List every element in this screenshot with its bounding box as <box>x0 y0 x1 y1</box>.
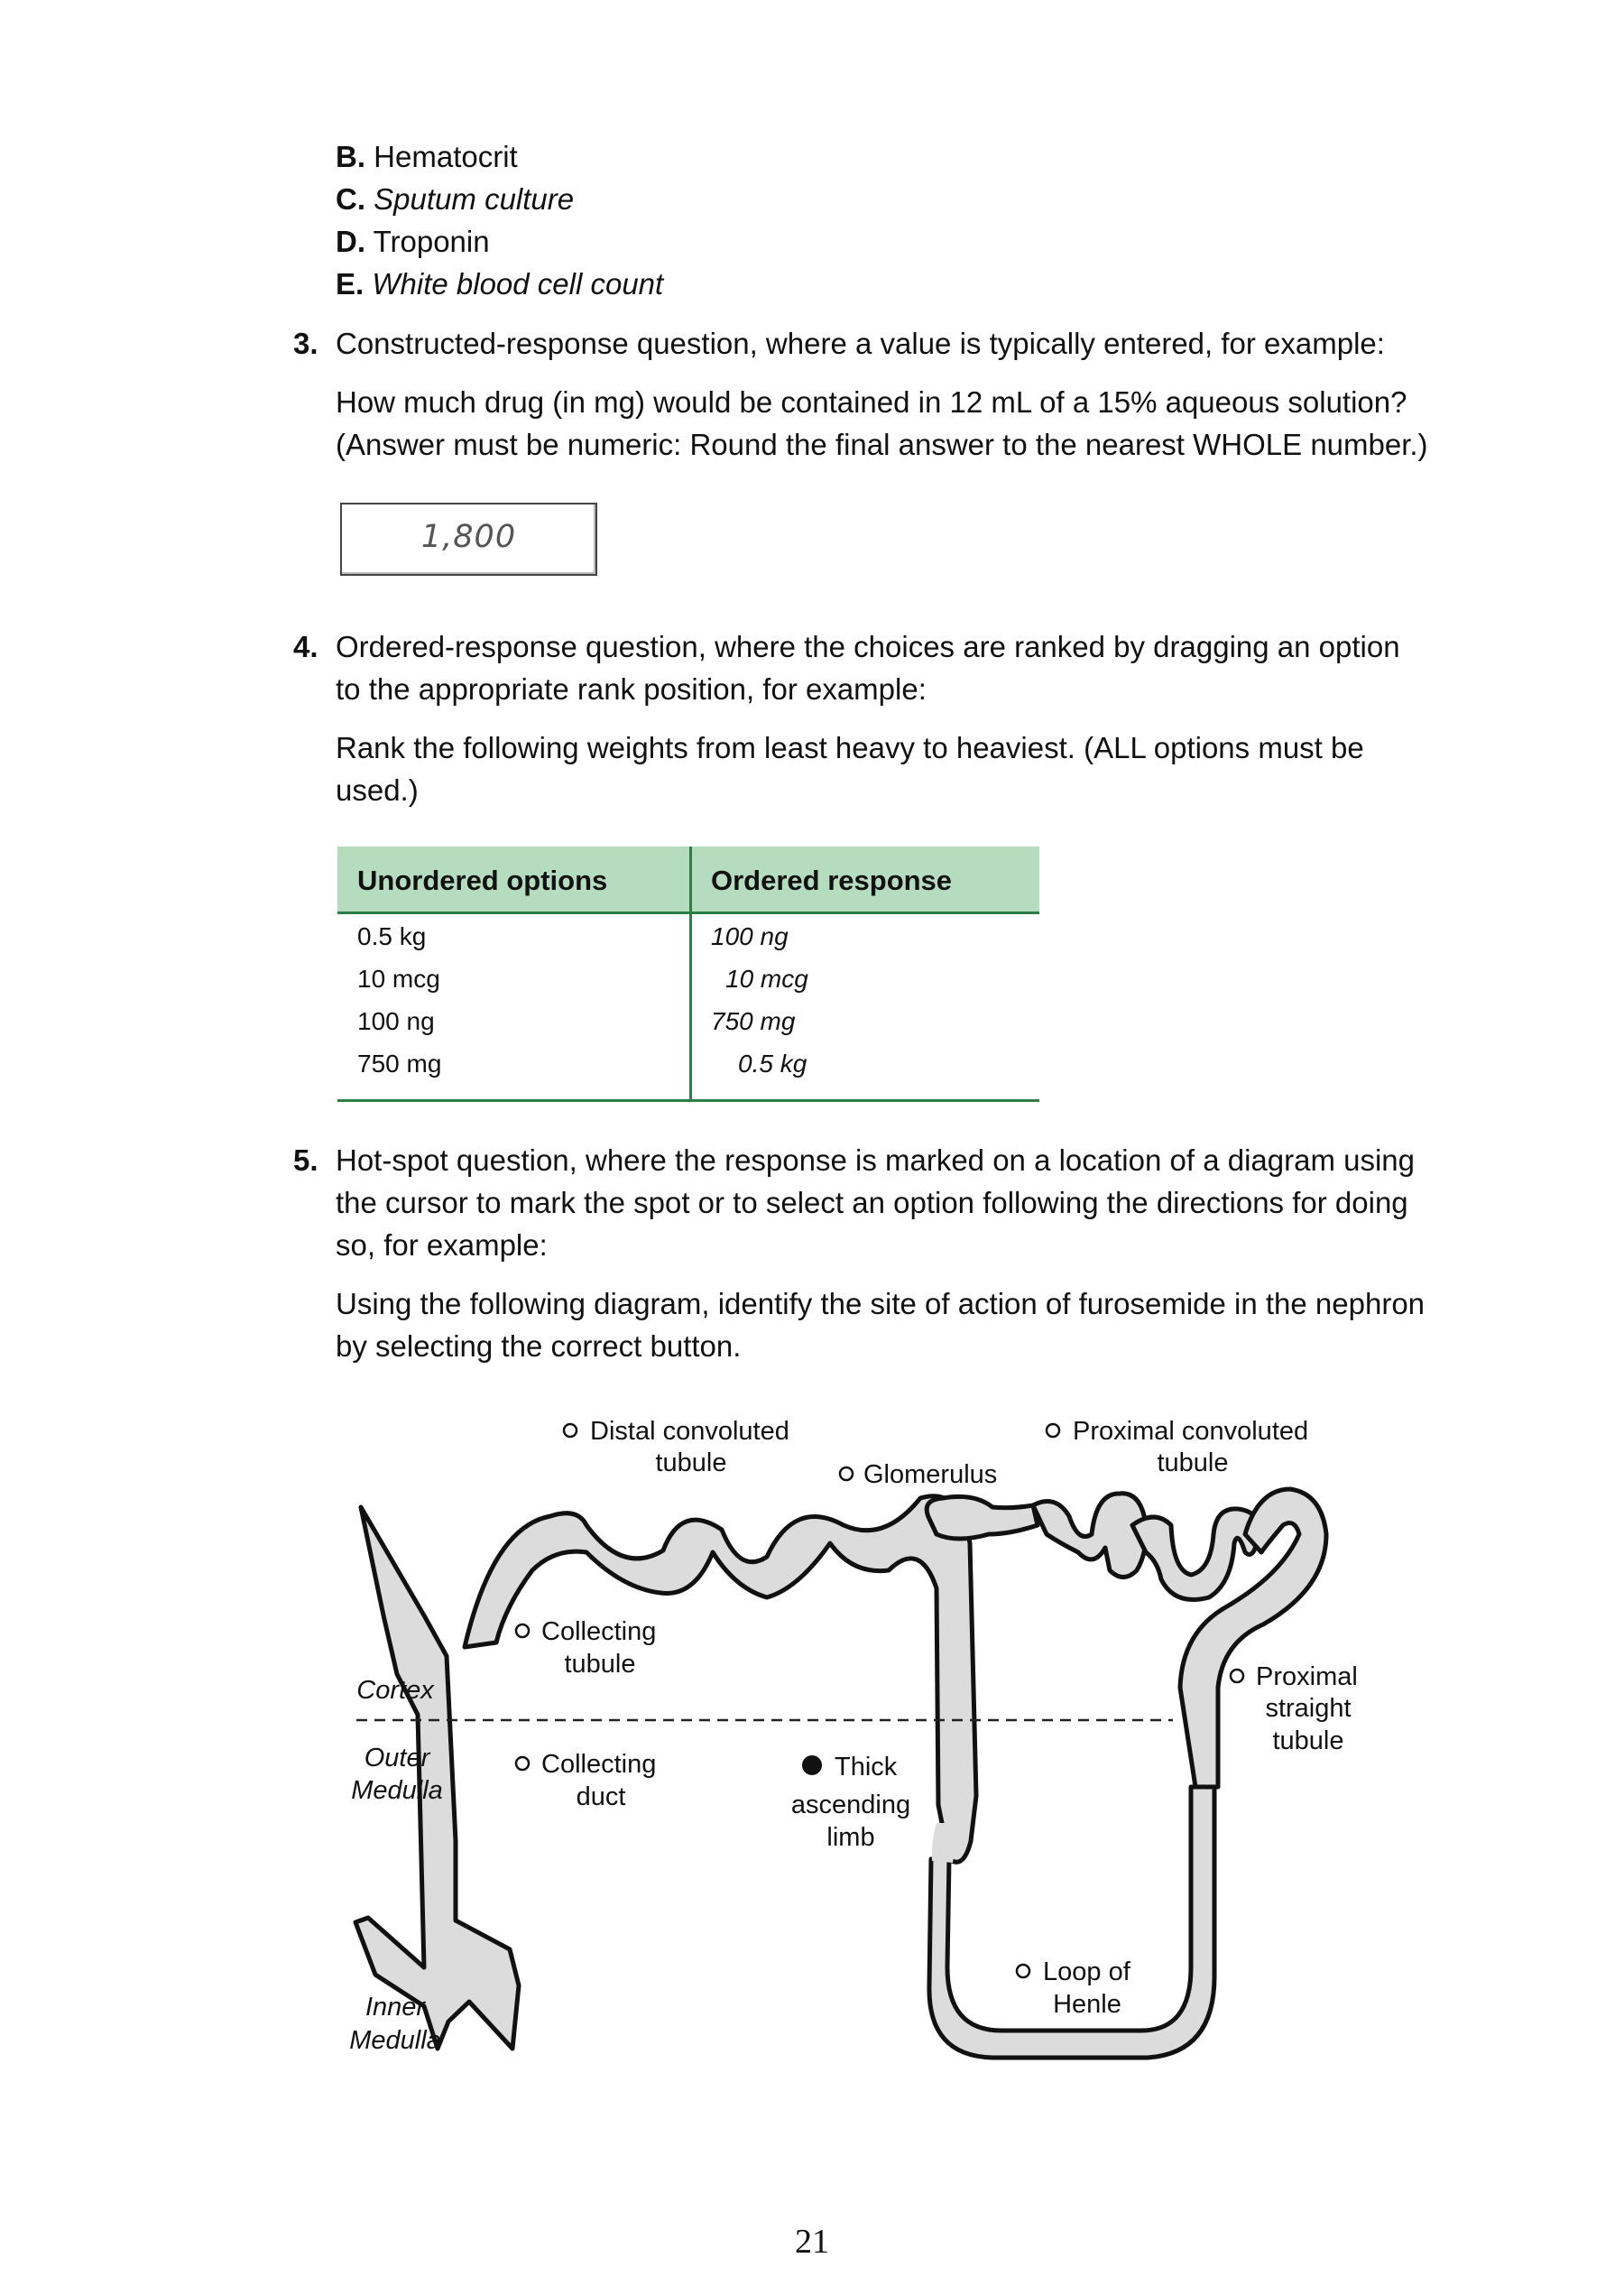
ordered-response[interactable]: 10 mcg <box>725 965 808 993</box>
option-thick-ascending-limb[interactable] <box>791 1753 910 1852</box>
choice-text: Hematocrit <box>374 140 518 173</box>
option-label: duct <box>576 1782 626 1811</box>
q5-prompt-line2: by selecting the correct button. <box>336 1329 742 1363</box>
choice-text: White blood cell count <box>372 267 664 301</box>
header-unordered: Unordered options <box>357 865 608 896</box>
option-label: Proximal convoluted <box>1073 1417 1309 1446</box>
radio-button[interactable] <box>516 1624 529 1637</box>
ordered-response[interactable]: 750 mg <box>711 1007 796 1035</box>
q5-number: 5. <box>293 1143 318 1177</box>
option-glomerulus[interactable] <box>840 1460 997 1489</box>
option-label: tubule <box>655 1448 727 1477</box>
choice-text: Troponin <box>373 225 490 258</box>
choice-letter: B. <box>336 140 365 173</box>
option-label: Glomerulus <box>863 1460 998 1489</box>
option-proximal-straight-tubule[interactable] <box>1231 1662 1358 1755</box>
choice-letter: E. <box>336 267 364 301</box>
ordered-response[interactable]: 0.5 kg <box>738 1050 807 1078</box>
option-label: Collecting <box>541 1617 657 1646</box>
option-label: Distal convoluted <box>590 1417 789 1446</box>
choice-text: Sputum culture <box>374 182 575 216</box>
option-label: ascending <box>790 1791 911 1819</box>
unordered-option[interactable]: 0.5 kg <box>357 922 427 950</box>
page-number: 21 <box>795 2223 829 2261</box>
choice-letter: D. <box>336 225 365 258</box>
radio-button[interactable] <box>564 1424 577 1437</box>
radio-button[interactable] <box>516 1757 529 1770</box>
option-label: Henle <box>1053 1990 1121 2019</box>
answer-value: 1,800 <box>420 519 517 555</box>
q4-prompt-line2: used.) <box>336 773 419 807</box>
radio-button[interactable] <box>1047 1424 1059 1437</box>
choice-letter: C. <box>336 182 365 216</box>
option-loop-of-henle[interactable] <box>1017 1957 1131 2019</box>
radio-button-selected[interactable] <box>803 1756 821 1774</box>
option-label: tubule <box>1157 1448 1229 1477</box>
region-outer-medulla: Medulla <box>351 1776 443 1805</box>
option-label: Collecting <box>541 1750 657 1779</box>
option-label: tubule <box>564 1650 636 1679</box>
q5-intro-line3: so, for example: <box>336 1228 548 1262</box>
radio-button[interactable] <box>1231 1670 1243 1682</box>
unordered-option[interactable]: 10 mcg <box>357 965 440 993</box>
option-label: tubule <box>1272 1726 1344 1755</box>
radio-button[interactable] <box>840 1467 853 1480</box>
q4-number: 4. <box>293 630 318 663</box>
q5-prompt-line1: Using the following diagram, identify the site of action of furosemide in the nephron <box>336 1287 1426 1320</box>
unordered-option[interactable]: 750 mg <box>357 1050 442 1078</box>
q4-intro-line1: Ordered-response question, where the choices are ranked by dragging an option <box>336 630 1400 663</box>
q5-intro-line1: Hot-spot question, where the response is marked on a location of a diagram using <box>336 1143 1416 1177</box>
region-inner-medulla: Inner <box>364 1993 426 2022</box>
region-cortex: Cortex <box>356 1676 434 1705</box>
q3-prompt-line2: (Answer must be numeric: Round the final answer to the nearest WHOLE number.) <box>336 428 1428 461</box>
region-inner-medulla: Medulla <box>349 2026 441 2055</box>
q3-prompt-line1: How much drug (in mg) would be contained in 12 mL of a 15% aqueous solution? <box>336 385 1407 419</box>
option-collecting-duct[interactable] <box>516 1750 656 1811</box>
q3-number: 3. <box>293 327 318 360</box>
header-ordered: Ordered response <box>711 865 953 896</box>
option-label: straight <box>1265 1694 1352 1723</box>
option-proximal-convoluted-tubule[interactable] <box>1047 1417 1308 1477</box>
option-collecting-tubule[interactable] <box>516 1617 656 1679</box>
option-label: Proximal <box>1256 1662 1358 1691</box>
radio-button[interactable] <box>1017 1965 1029 1977</box>
option-label: Loop of <box>1043 1957 1130 1986</box>
q3-intro: Constructed-response question, where a value is typically entered, for example: <box>336 327 1385 360</box>
q4-intro-line2: to the appropriate rank position, for example: <box>336 672 927 706</box>
q4-prompt-line1: Rank the following weights from least heavy to heaviest. (ALL options must be <box>336 731 1364 764</box>
unordered-option[interactable]: 100 ng <box>357 1007 435 1035</box>
q5-intro-line2: the cursor to mark the spot or to select an option following the directions for doing <box>336 1186 1408 1219</box>
option-label: limb <box>826 1823 875 1852</box>
option-label: Thick <box>835 1753 898 1781</box>
option-distal-convoluted-tubule[interactable] <box>564 1417 789 1477</box>
region-outer-medulla: Outer <box>364 1744 430 1772</box>
ordered-response[interactable]: 100 ng <box>711 922 789 950</box>
